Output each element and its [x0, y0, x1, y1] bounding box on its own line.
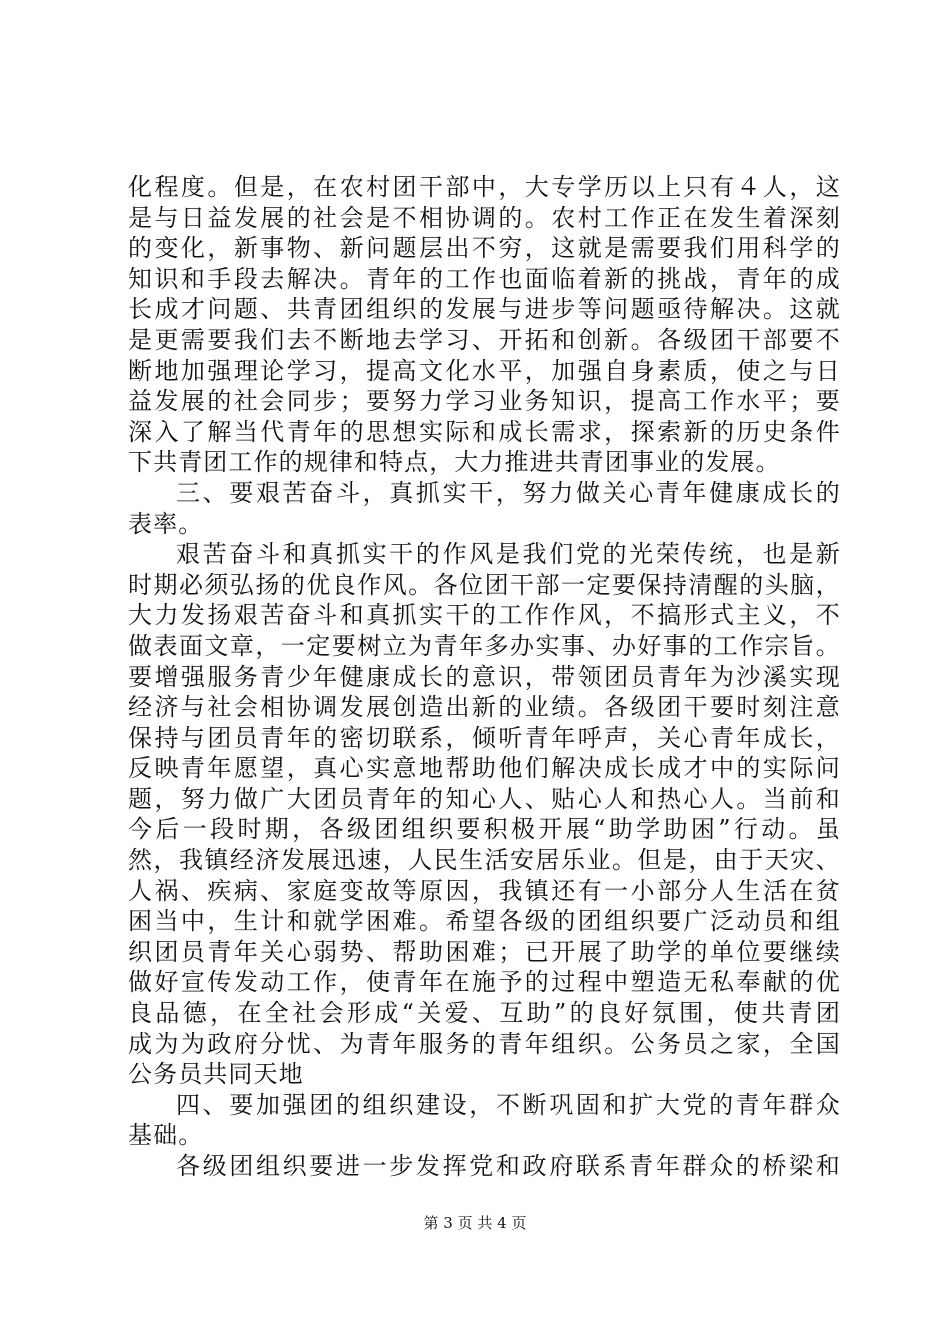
- text-line: 是 更 需 要 我 们 去 不 断 地 去 学 习 、 开 拓 和 创 新 。 各 级 团 干 部 要 不: [128, 325, 840, 354]
- text-line: 经 济 与 社 会 相 协 调 发 展 创 造 出 新 的 业 绩 。 各 级 团 干 要 时 刻 注 意: [128, 693, 840, 722]
- text-line: 断 地 加 强 理 论 学 习 ， 提 高 文 化 水 平 ， 加 强 自 身 素 质 ， 使 之 与 日: [128, 356, 840, 385]
- text-line: 下共青团工作的规律和特点，大力推进共青团事业的发展。: [128, 448, 781, 477]
- text-line: 今 后 一 段 时 期 ， 各 级 团 组 织 要 积 极 开 展 “ 助 学 助 困 ” 行 动 。 虽: [128, 815, 840, 844]
- text-line: 时 期 必 须 弘 扬 的 优 良 作 风 。 各 位 团 干 部 一 定 要 保 持 清 醒 的 头 脑 ，: [128, 570, 840, 599]
- text-line: 做 表 面 文 章 ， 一 定 要 树 立 为 青 年 多 办 实 事 、 办 好 事 的 工 作 宗 旨 。: [128, 631, 840, 660]
- text-line: 知 识 和 手 段 去 解 决 。 青 年 的 工 作 也 面 临 着 新 的 挑 战 ， 青 年 的 成: [128, 264, 840, 293]
- text-line: 基础。: [128, 1121, 204, 1150]
- text-line: 艰 苦 奋 斗 和 真 抓 实 干 的 作 风 是 我 们 党 的 光 荣 传 统 ， 也 是 新: [176, 540, 840, 569]
- text-line: 四 、 要 加 强 团 的 组 织 建 设 ， 不 断 巩 固 和 扩 大 党 的 青 年 群 众: [176, 1090, 840, 1119]
- text-line: 的 变 化 ， 新 事 物 、 新 问 题 层 出 不 穷 ， 这 就 是 需 要 我 们 用 科 学 的: [128, 234, 840, 263]
- text-line: 做 好 宣 传 发 动 工 作 ， 使 青 年 在 施 予 的 过 程 中 塑 造 无 私 奉 献 的 优: [128, 968, 840, 997]
- text-line: 然 ， 我 镇 经 济 发 展 迅 速 ， 人 民 生 活 安 居 乐 业 。 但 是 ， 由 于 天 灾 、: [128, 846, 840, 875]
- text-line: 深 入 了 解 当 代 青 年 的 思 想 实 际 和 成 长 需 求 ， 探 索 新 的 历 史 条 件: [128, 417, 840, 446]
- text-line: 要 增 强 服 务 青 少 年 健 康 成 长 的 意 识 ， 带 领 团 员 青 年 为 沙 溪 实 现: [128, 662, 840, 691]
- text-line: 公务员共同天地: [128, 1060, 304, 1089]
- text-line: 益 发 展 的 社 会 同 步 ； 要 努 力 学 习 业 务 知 识 ， 提 高 工 作 水 平 ； 要: [128, 387, 840, 416]
- text-line: 困 当 中 ， 生 计 和 就 学 困 难 。 希 望 各 级 的 团 组 织 要 广 泛 动 员 和 组: [128, 907, 840, 936]
- text-line: 反 映 青 年 愿 望 ， 真 心 实 意 地 帮 助 他 们 解 决 成 长 成 才 中 的 实 际 问: [128, 754, 840, 783]
- text-line: 表率。: [128, 509, 204, 538]
- text-line: 化 程 度 。 但 是 ， 在 农 村 团 干 部 中 ， 大 专 学 历 以 上 只 有 ４ 人 ， 这: [128, 173, 840, 201]
- text-line: 题 ， 努 力 做 广 大 团 员 青 年 的 知 心 人 、 贴 心 人 和 热 心 人 。 当 前 和: [128, 784, 840, 813]
- text-line: 长 成 才 问 题 、 共 青 团 组 织 的 发 展 与 进 步 等 问 题 亟 待 解 决 。 这 就: [128, 295, 840, 324]
- text-line: 各 级 团 组 织 要 进 一 步 发 挥 党 和 政 府 联 系 青 年 群 众 的 桥 梁 和: [176, 1152, 840, 1180]
- text-line: 良 品 德 ， 在 全 社 会 形 成 “ 关 爱 、 互 助 ” 的 良 好 氛 围 ， 使 共 青 团: [128, 999, 840, 1028]
- text-line: 三 、 要 艰 苦 奋 斗 ， 真 抓 实 干 ， 努 力 做 关 心 青 年 健 康 成 长 的: [176, 478, 840, 507]
- text-line: 织 团 员 青 年 关 心 弱 势 、 帮 助 困 难 ； 已 开 展 了 助 学 的 单 位 要 继 续: [128, 937, 840, 966]
- text-line: 人 祸 、 疾 病 、 家 庭 变 故 等 原 因 ， 我 镇 还 有 一 小 部 分 人 生 活 在 贫: [128, 876, 840, 905]
- text-line: 是 与 日 益 发 展 的 社 会 是 不 相 协 调 的 。 农 村 工 作 正 在 发 生 着 深 刻: [128, 203, 840, 232]
- text-line: 保 持 与 团 员 青 年 的 密 切 联 系 ， 倾 听 青 年 呼 声 ， 关 心 青 年 成 长 ，: [128, 723, 840, 752]
- document-body: [128, 172, 840, 1182]
- text-line: 大 力 发 扬 艰 苦 奋 斗 和 真 抓 实 干 的 工 作 作 风 ， 不 搞 形 式 主 义 ， 不: [128, 601, 840, 630]
- page-footer: 第 3 页 共 4 页: [423, 1214, 527, 1232]
- text-line: 成 为 为 政 府 分 忧 、 为 青 年 服 务 的 青 年 组 织 。 公 务 员 之 家 ， 全 国: [128, 1029, 840, 1058]
